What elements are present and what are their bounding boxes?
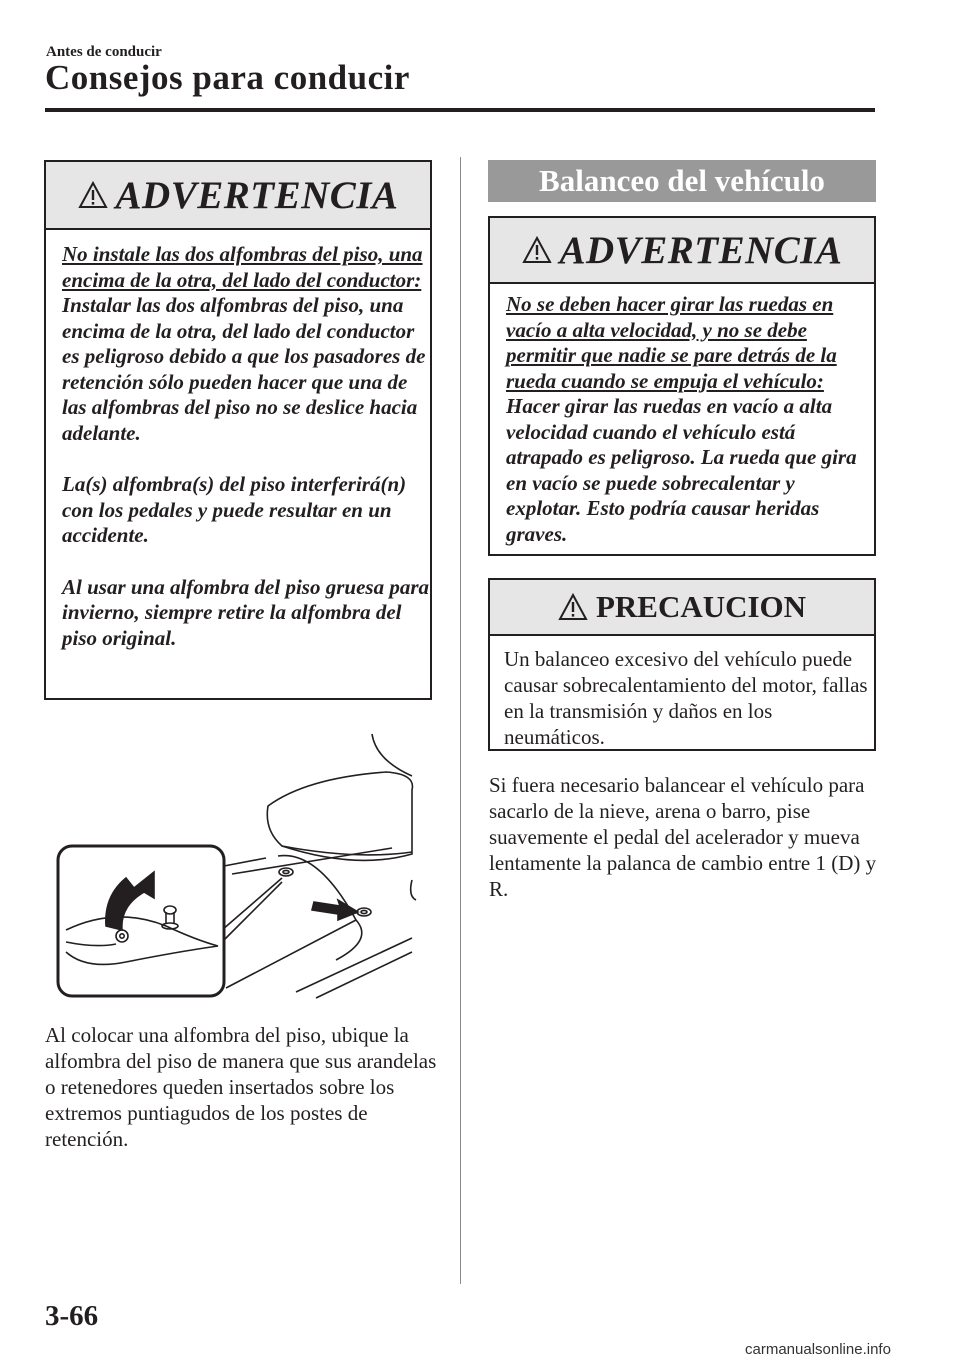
section-title-banner: Balanceo del vehículo (488, 160, 876, 202)
warning-triangle-icon (522, 236, 552, 264)
right-warning-box (488, 216, 876, 556)
caution-text: Un balanceo excesivo del vehículo puede causar sobrecalentamiento del motor, fallas en la transmisión y daños en los neumáticos. (504, 647, 868, 749)
right-warning-lead: No se deben hacer girar las ruedas en vacío a alta velocidad, y no se debe permitir que nadie se pare detrás de la rueda cuando se empuja el vehículo: (506, 292, 837, 393)
left-warning-paragraph-2: La(s) alfombra(s) del piso interferirá(n) con los pedales y puede resultar en un accidente. (62, 472, 407, 547)
warning-triangle-icon (78, 181, 108, 209)
floor-mat-illustration (56, 730, 432, 1000)
column-divider (460, 157, 461, 1284)
left-warning-lead: No instale las dos alfombras del piso, una encima de la otra, del lado del conductor: (62, 242, 423, 292)
caution-title: PRECAUCION (595, 589, 807, 624)
caution-box (488, 578, 876, 751)
left-warning-header (46, 162, 430, 230)
right-warning-paragraph-1: Hacer girar las ruedas en vacío a alta velocidad cuando el vehículo está atrapado es peligroso. La rueda que gira en vacío se puede sobrecalentar y explotar. Esto podría causar heridas graves. (506, 394, 857, 546)
left-warning-paragraph-3: Al usar una alfombra del piso gruesa para invierno, siempre retire la alfombra del piso original. (62, 574, 429, 650)
left-warning-body (46, 230, 430, 651)
page-title: Consejos para conducir (45, 58, 410, 97)
page-number: 3-66 (45, 1300, 99, 1332)
right-warning-body (490, 284, 874, 547)
warning-triangle-icon (558, 593, 588, 621)
right-warning-header (490, 218, 874, 284)
right-body-text: Si fuera necesario balancear el vehículo para sacarlo de la nieve, arena o barro, pise suavemente el pedal del acelerador y mueva lentamente la palanca de cambio entre 1 (D) y R. (489, 773, 877, 901)
left-warning-title: ADVERTENCIA (115, 173, 399, 217)
left-warning-box (44, 160, 432, 700)
left-warning-paragraph-1: Instalar las dos alfombras del piso, una encima de la otra, del lado del conductor es peligroso debido a que los pasadores de retención sólo pueden hacer que una de las alfombras del piso no se deslice hacia adelante. (62, 293, 426, 445)
right-warning-title: ADVERTENCIA (559, 228, 843, 272)
caution-header (490, 580, 874, 636)
header-rule (45, 108, 875, 112)
left-body-text: Al colocar una alfombra del piso, ubique la alfombra del piso de manera que sus arandelas o retenedores queden insertados sobre los extremos puntiagudos de los postes de retención. (45, 1023, 437, 1151)
header-section-label: Antes de conducir (46, 44, 162, 60)
watermark: carmanualsonline.info (745, 1341, 891, 1358)
